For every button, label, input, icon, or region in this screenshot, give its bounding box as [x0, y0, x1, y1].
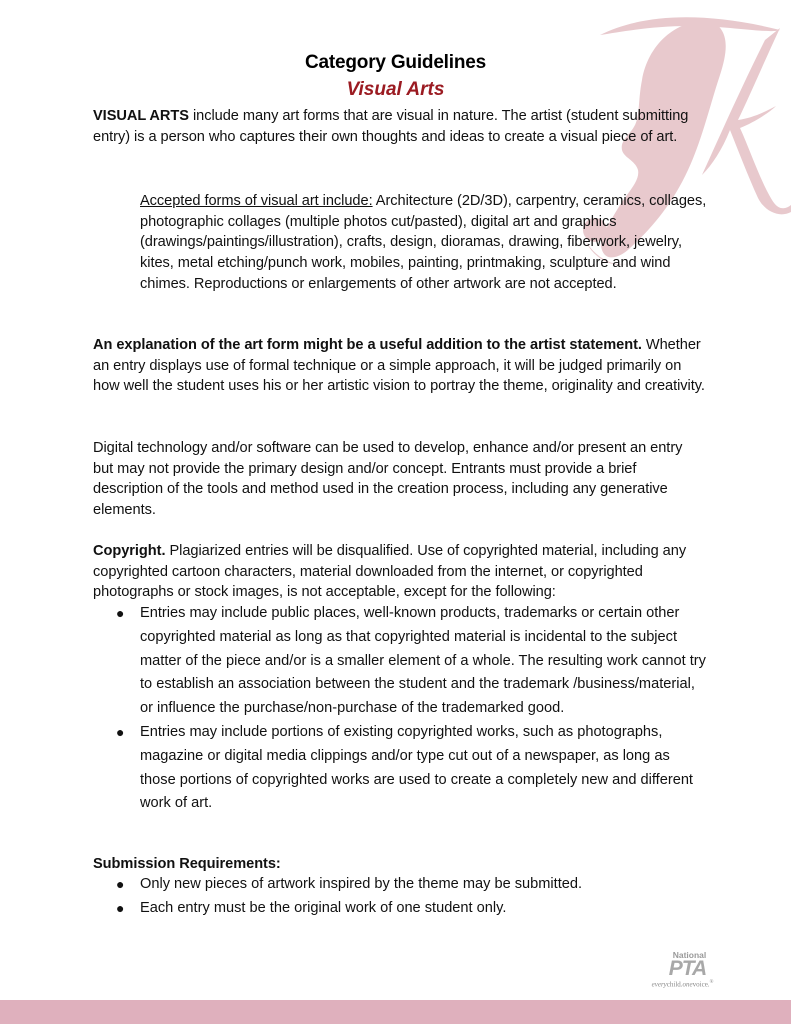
- copyright-paragraph: [93, 541, 705, 603]
- intro-text: include many art forms that are visual in nature. The artist (student submitting entry) is a person who captures their own thoughts and ideas to create a visual piece of art.: [93, 108, 689, 145]
- digital-paragraph: Digital technology and/or software can be used to develop, enhance and/or present an entry but may not provide the primary design and/or concept. Entrants must provide a brief description of the tools and method used in the creation process, including any generative elements.: [93, 440, 683, 519]
- copyright-text: Plagiarized entries will be disqualified. Use of copyrighted material, including any copyrighted cartoon characters, material downloaded from the internet, or copyrighted photographs or stock images, is not acceptable, except for the following:: [93, 543, 687, 601]
- accepted-forms-text: Architecture (2D/3D), carpentry, ceramics, collages, photographic collages (multiple photos cut/pasted), digital art and graphics (drawings/paintings/illustration), crafts, design, dioramas, drawing, fiberwork, jewelry, kites, metal etching/punch work, mobiles, painting, printmaking, sculpture and wind chimes. Reproductions or enlargements of other artwork are not accepted.: [140, 193, 707, 292]
- submission-heading: Submission Requirements:: [93, 856, 281, 872]
- copyright-lead: Copyright.: [93, 543, 166, 559]
- accepted-forms-paragraph: [140, 191, 710, 295]
- tag-every: every: [651, 980, 667, 989]
- submission-bullet-1: Only new pieces of artwork inspired by the theme may be submitted.: [140, 876, 583, 892]
- logo-tagline: [640, 980, 725, 988]
- bullet-icon: ●: [116, 876, 125, 892]
- national-pta-logo: [640, 950, 725, 988]
- footer-band: [0, 1000, 791, 1024]
- bullet-icon: ●: [116, 723, 125, 740]
- explanation-paragraph: [93, 335, 705, 397]
- page-subtitle: Visual Arts: [346, 79, 445, 100]
- accepted-forms-label: Accepted forms of visual art include:: [140, 193, 373, 209]
- submission-bullet-2: Each entry must be the original work of one student only.: [140, 899, 507, 916]
- page-title: Category Guidelines: [305, 52, 486, 73]
- list-item: [93, 897, 708, 921]
- copyright-bullet-list: [93, 602, 708, 816]
- tag-voice: voice.: [692, 980, 710, 989]
- list-item: [93, 602, 708, 721]
- list-item: [93, 873, 708, 897]
- logo-pta-text: PTA: [668, 957, 707, 980]
- copyright-bullet-2: Entries may include portions of existing copyrighted works, such as photographs, magazine or digital media clippings and/or type cut out of a newspaper, as long as those portions of copyrighted works are used to create a completely new and different work of art.: [140, 723, 693, 812]
- copyright-bullet-1: Entries may include public places, well-known products, trademarks or certain other copyrighted material as long as that copyrighted material is incidental to the subject matter of the piece and/or is a smaller element of a whole. The resulting work cannot try to establish an association between the student and the trademark /business/material, or influence the purchase/non-purchase of the trademarked good.: [140, 605, 706, 717]
- submission-bullet-list: [93, 873, 708, 920]
- explanation-lead: An explanation of the art form might be a useful addition to the artist statement.: [93, 337, 642, 353]
- tag-mark: ®: [709, 980, 714, 985]
- intro-paragraph: [93, 106, 705, 147]
- logo-national-text: National: [672, 950, 707, 960]
- intro-lead: VISUAL ARTS: [93, 108, 189, 124]
- list-item: [93, 721, 708, 816]
- bullet-icon: ●: [116, 899, 125, 916]
- explanation-text: Whether an entry displays use of formal technique or a simple approach, it will be judged primarily on how well the student uses his or her artistic vision to portray the theme, originality and creativity.: [93, 337, 705, 395]
- tag-child: child.: [666, 980, 683, 989]
- tag-one: one: [682, 980, 693, 989]
- bullet-icon: ●: [116, 605, 125, 621]
